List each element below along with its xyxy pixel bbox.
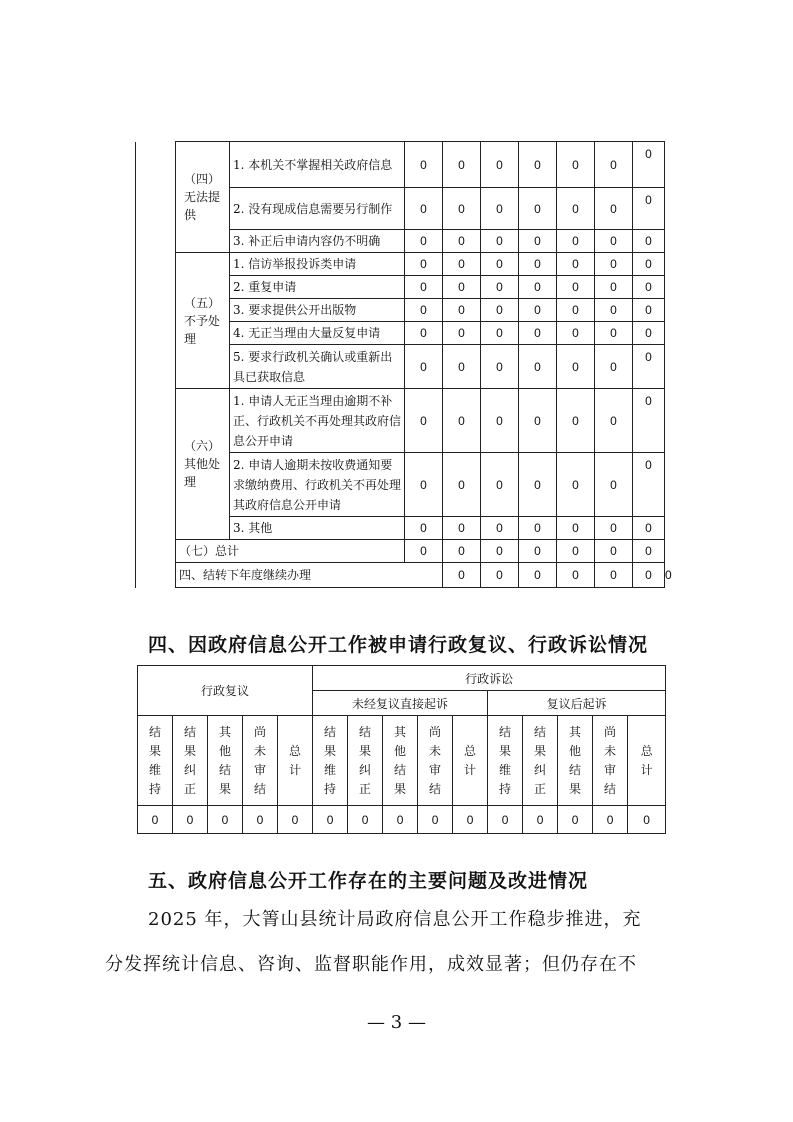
value-cell: 0 bbox=[633, 563, 665, 588]
value-cell: 0 bbox=[595, 453, 633, 517]
value-cell: 0 bbox=[557, 563, 595, 588]
value-cell: 0 bbox=[595, 142, 633, 188]
carry-over-label: 四、结转下年度继续办理 bbox=[176, 563, 443, 588]
value-cell: 0 bbox=[595, 276, 633, 299]
column-header: 尚 未 审 结 bbox=[593, 716, 628, 806]
value-cell: 0 bbox=[405, 253, 443, 276]
value-cell: 0 bbox=[557, 540, 595, 563]
value-cell: 0 bbox=[443, 517, 481, 540]
value-cell: 0 bbox=[453, 806, 488, 834]
row-label: 1. 信访举报投诉类申请 bbox=[230, 253, 405, 276]
review-litigation-table bbox=[137, 665, 666, 834]
value-cell: 0 bbox=[443, 345, 481, 389]
value-cell: 0 bbox=[519, 276, 557, 299]
value-cell: 0 bbox=[519, 322, 557, 345]
value-cell: 0 bbox=[418, 806, 453, 834]
value-cell: 0 bbox=[557, 389, 595, 453]
value-cell: 0 bbox=[208, 806, 243, 834]
value-cell: 0 bbox=[633, 389, 665, 453]
column-header: 结 果 纠 正 bbox=[348, 716, 383, 806]
value-cell: 0 bbox=[519, 453, 557, 517]
row-label: 3. 补正后申请内容仍不明确 bbox=[230, 230, 405, 253]
carry-over-row: 四、结转下年度继续办理 0 0 0 0 0 0 0 bbox=[136, 563, 665, 588]
value-cell: 0 bbox=[593, 806, 628, 834]
value-cell: 0 bbox=[557, 345, 595, 389]
value-cell: 0 bbox=[595, 345, 633, 389]
value-cell: 0 bbox=[595, 540, 633, 563]
value-cell: 0 bbox=[633, 345, 665, 389]
category-cell: （五） 不予处 理 bbox=[176, 253, 230, 389]
value-cell: 0 bbox=[313, 806, 348, 834]
column-header: 结 果 纠 正 bbox=[173, 716, 208, 806]
value-cell: 0 bbox=[405, 299, 443, 322]
value-cell: 0 bbox=[481, 188, 519, 230]
value-cell: 0 bbox=[519, 563, 557, 588]
value-cell: 0 bbox=[633, 540, 665, 563]
table-row bbox=[136, 253, 665, 276]
value-cell: 0 bbox=[633, 453, 665, 517]
value-cell: 0 bbox=[481, 276, 519, 299]
column-header: 结 果 维 持 bbox=[313, 716, 348, 806]
litigation-header: 行政诉讼 bbox=[313, 666, 666, 691]
value-cell: 0 bbox=[523, 806, 558, 834]
value-cell: 0 bbox=[481, 453, 519, 517]
value-cell: 0 bbox=[348, 806, 383, 834]
value-cell: 0 bbox=[443, 453, 481, 517]
column-header: 其 他 结 果 bbox=[383, 716, 418, 806]
row-label: 3. 要求提供公开出版物 bbox=[230, 299, 405, 322]
value-cell: 0 bbox=[595, 389, 633, 453]
direct-suit-header: 未经复议直接起诉 bbox=[313, 691, 488, 716]
row-label: 2. 申请人逾期未按收费通知要求缴纳费用、行政机关不再处理其政府信息公开申请 bbox=[230, 453, 405, 517]
value-cell: 0 bbox=[557, 453, 595, 517]
value-cell: 0 bbox=[405, 389, 443, 453]
value-cell: 0 bbox=[595, 563, 633, 588]
value-cell: 0 bbox=[628, 806, 666, 834]
row-label: 2. 没有现成信息需要另行制作 bbox=[230, 188, 405, 230]
column-header: 结 果 维 持 bbox=[488, 716, 523, 806]
page-number: — 3 — bbox=[367, 1012, 426, 1033]
value-cell: 0 bbox=[481, 563, 519, 588]
value-cell: 0 bbox=[558, 806, 593, 834]
value-cell: 0 bbox=[519, 299, 557, 322]
value-cell: 0 bbox=[519, 540, 557, 563]
category-cell: （四） 无法提 供 bbox=[176, 142, 230, 253]
value-cell: 0 bbox=[488, 806, 523, 834]
value-cell: 0 bbox=[405, 188, 443, 230]
value-cell: 0 bbox=[405, 345, 443, 389]
value-cell: 0 bbox=[243, 806, 278, 834]
outer-indent-cell bbox=[136, 142, 176, 588]
value-cell: 0 bbox=[405, 322, 443, 345]
section4-heading: 四、因政府信息公开工作被申请行政复议、行政诉讼情况 bbox=[148, 634, 649, 656]
value-cell: 0 bbox=[557, 299, 595, 322]
value-cell: 0 bbox=[595, 322, 633, 345]
value-cell: 0 bbox=[633, 253, 665, 276]
column-header: 结 果 维 持 bbox=[138, 716, 173, 806]
value-cell: 0 bbox=[557, 276, 595, 299]
value-cell: 0 bbox=[405, 540, 443, 563]
value-cell: 0 bbox=[557, 322, 595, 345]
value-cell: 0 bbox=[405, 276, 443, 299]
category-cell: （六） 其他处 理 bbox=[176, 389, 230, 540]
column-header: 其 他 结 果 bbox=[208, 716, 243, 806]
value-cell: 0 bbox=[519, 230, 557, 253]
value-cell: 0 bbox=[519, 253, 557, 276]
paragraph-line-1: 2025 年，大箐山县统计局政府信息公开工作稳步推进，充 bbox=[148, 909, 642, 930]
value-cell: 0 bbox=[481, 322, 519, 345]
value-cell: 0 bbox=[633, 322, 665, 345]
value-cell: 0 bbox=[633, 142, 665, 188]
value-cell: 0 bbox=[481, 253, 519, 276]
value-cell: 0 bbox=[633, 276, 665, 299]
value-cell: 0 bbox=[278, 806, 313, 834]
paragraph-line-2: 分发挥统计信息、咨询、监督职能作用，成效显著；但仍存在不 bbox=[105, 954, 637, 975]
value-cell: 0 bbox=[519, 188, 557, 230]
value-cell: 0 bbox=[481, 517, 519, 540]
value-cell: 0 bbox=[405, 142, 443, 188]
value-cell: 0 bbox=[633, 188, 665, 230]
value-cell: 0 bbox=[443, 322, 481, 345]
value-cell: 0 bbox=[481, 389, 519, 453]
column-header: 其 他 结 果 bbox=[558, 716, 593, 806]
row-label: 3. 其他 bbox=[230, 517, 405, 540]
value-cell: 0 bbox=[443, 142, 481, 188]
value-cell: 0 bbox=[633, 517, 665, 540]
value-cell: 0 bbox=[443, 540, 481, 563]
value-cell: 0 bbox=[481, 540, 519, 563]
value-cell: 0 bbox=[595, 188, 633, 230]
value-cell: 0 bbox=[557, 188, 595, 230]
value-cell: 0 bbox=[595, 517, 633, 540]
column-header: 总 计 bbox=[278, 716, 313, 806]
value-cell: 0 bbox=[519, 389, 557, 453]
value-cell: 0 bbox=[443, 276, 481, 299]
value-cell: 0 bbox=[443, 230, 481, 253]
value-cell: 0 bbox=[443, 299, 481, 322]
value-cell: 0 bbox=[481, 142, 519, 188]
value-cell: 0 bbox=[405, 230, 443, 253]
value-cell: 0 bbox=[443, 389, 481, 453]
column-header: 总 计 bbox=[628, 716, 666, 806]
value-cell: 0 bbox=[173, 806, 208, 834]
value-cell: 0 bbox=[557, 142, 595, 188]
section5-heading: 五、政府信息公开工作存在的主要问题及改进情况 bbox=[148, 870, 589, 892]
column-header: 总 计 bbox=[453, 716, 488, 806]
application-results-table bbox=[135, 141, 672, 588]
total-row bbox=[136, 540, 665, 563]
table-row bbox=[136, 389, 665, 453]
value-cell: 0 bbox=[481, 299, 519, 322]
value-cell: 0 bbox=[633, 230, 665, 253]
row-label: 5. 要求行政机关确认或重新出具已获取信息 bbox=[230, 345, 405, 389]
value-cell: 0 bbox=[405, 517, 443, 540]
value-cell: 0 bbox=[595, 299, 633, 322]
column-header: 尚 未 审 结 bbox=[418, 716, 453, 806]
value-cell: 0 bbox=[481, 345, 519, 389]
value-cell: 0 bbox=[443, 188, 481, 230]
value-cell: 0 bbox=[405, 453, 443, 517]
value-cell: 0 bbox=[519, 517, 557, 540]
value-cell: 0 bbox=[557, 517, 595, 540]
value-cell: 0 bbox=[633, 299, 665, 322]
value-cell: 0 bbox=[557, 230, 595, 253]
value-cell: 0 bbox=[519, 345, 557, 389]
row-label: 2. 重复申请 bbox=[230, 276, 405, 299]
value-cell: 0 bbox=[443, 563, 481, 588]
review-header: 行政复议 bbox=[138, 666, 313, 716]
row-label: 1. 申请人无正当理由逾期不补正、行政机关不再处理其政府信息公开申请 bbox=[230, 389, 405, 453]
value-cell: 0 bbox=[481, 230, 519, 253]
row-label: 1. 本机关不掌握相关政府信息 bbox=[230, 142, 405, 188]
value-cell: 0 bbox=[519, 142, 557, 188]
value-cell: 0 bbox=[595, 253, 633, 276]
column-header: 结 果 纠 正 bbox=[523, 716, 558, 806]
total-label: （七）总计 bbox=[176, 540, 405, 563]
after-review-header: 复议后起诉 bbox=[488, 691, 666, 716]
row-label: 4. 无正当理由大量反复申请 bbox=[230, 322, 405, 345]
value-cell: 0 bbox=[138, 806, 173, 834]
value-cell: 0 bbox=[383, 806, 418, 834]
table-row bbox=[136, 142, 665, 188]
value-cell: 0 bbox=[557, 253, 595, 276]
value-cell: 0 bbox=[443, 253, 481, 276]
column-header: 尚 未 审 结 bbox=[243, 716, 278, 806]
value-cell: 0 bbox=[595, 230, 633, 253]
